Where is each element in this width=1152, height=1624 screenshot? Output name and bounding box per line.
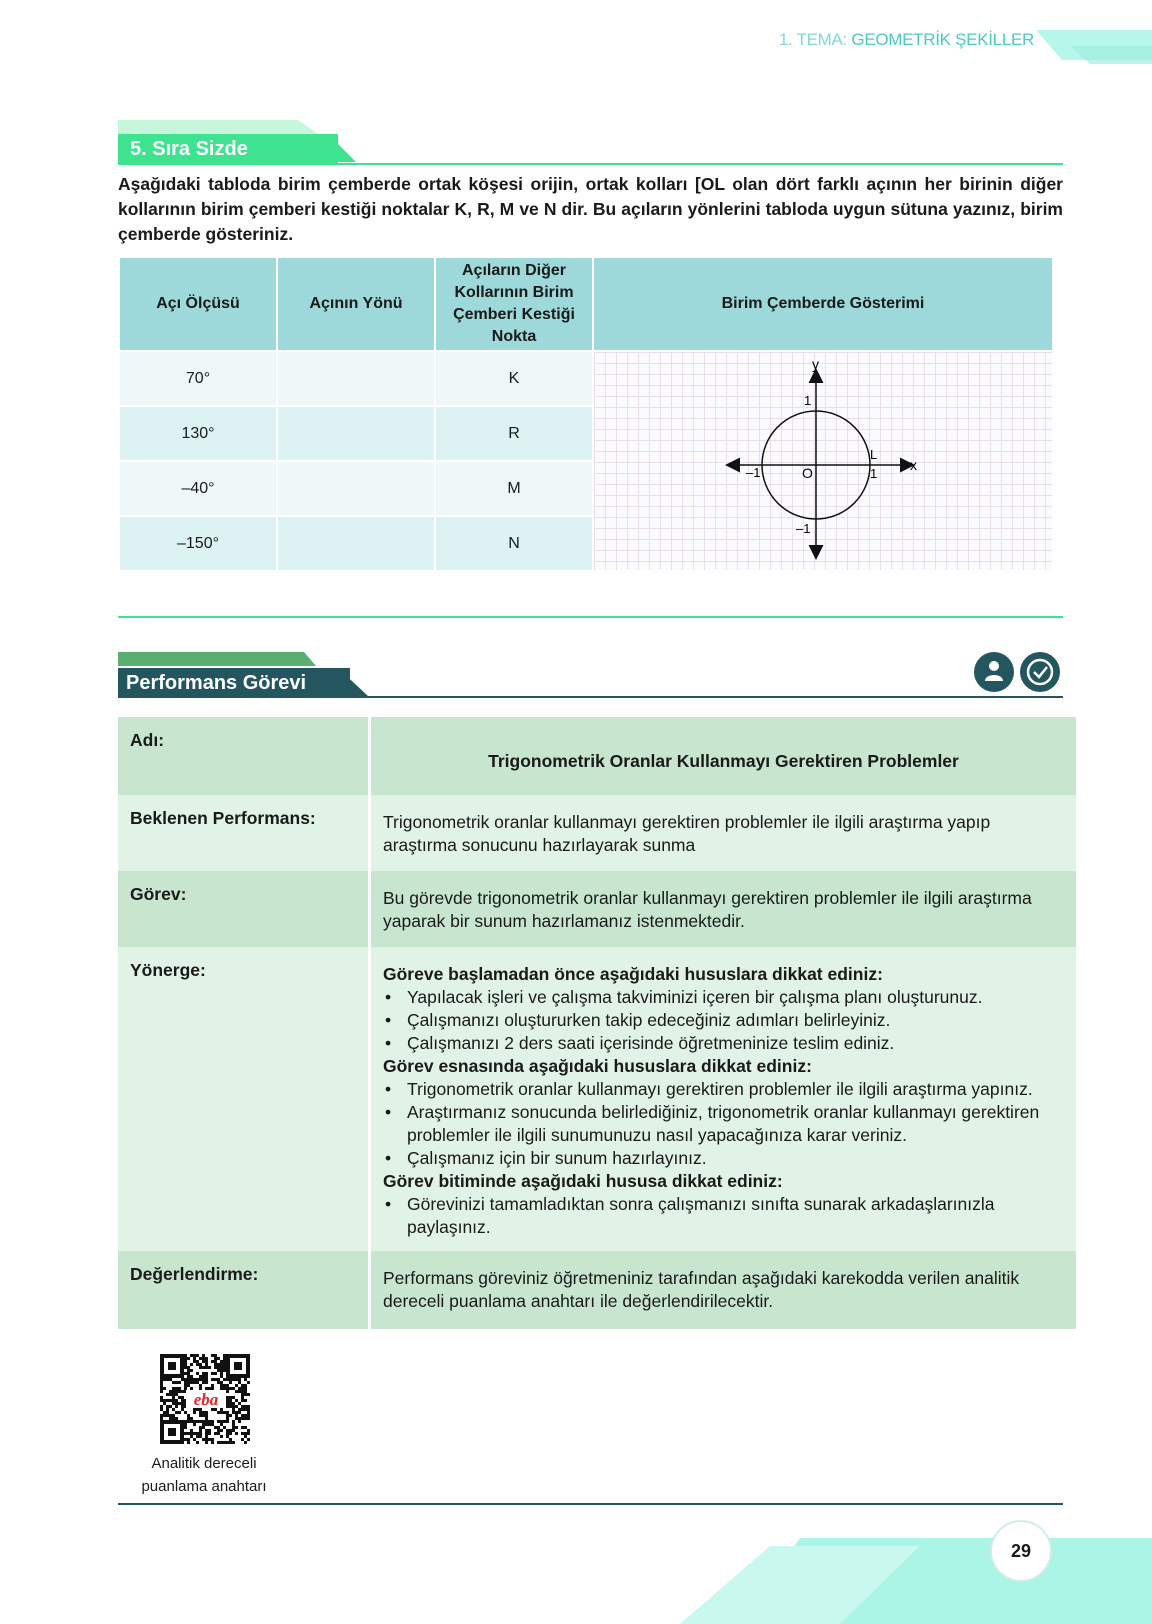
qr-code[interactable] xyxy=(160,1354,250,1444)
header-unit-circle: Birim Çemberde Gösterimi xyxy=(594,258,1052,350)
section-divider xyxy=(118,616,1063,618)
row-name xyxy=(118,717,1076,795)
y-axis-label: y xyxy=(812,357,819,372)
header-decoration xyxy=(1020,26,1152,64)
name-label: Adı: xyxy=(118,717,370,795)
qr-caption-line2: puanlama anahtarı xyxy=(141,1478,267,1495)
directive-content xyxy=(370,947,1077,1251)
clock-check-icon xyxy=(1020,652,1060,692)
theme-prefix: 1. TEMA: xyxy=(778,30,847,49)
table-row xyxy=(120,352,1052,405)
list-item: • Yapılacak işleri ve çalışma takviminizi içeren bir çalışma planı oluşturunuz. xyxy=(383,986,1064,1009)
list-item: • Çalışmanız için bir sunum hazırlayınız. xyxy=(383,1147,1064,1170)
directive-label: Yönerge: xyxy=(118,947,370,1251)
unit-circle-cell xyxy=(594,352,1052,570)
header-direction: Açının Yönü xyxy=(278,258,434,350)
directive-before-heading: Göreve başlamadan önce aşağıdaki hususlara dikkat ediniz: xyxy=(383,964,883,984)
theme-header xyxy=(779,30,1034,50)
qr-caption-line1: Analitik dereceli xyxy=(151,1455,257,1472)
bottom-divider xyxy=(118,1503,1063,1505)
row-directive xyxy=(118,947,1076,1251)
angle-value: 130° xyxy=(120,407,276,460)
list-item: • Trigonometrik oranlar kullanmayı gerektiren problemler ile ilgili araştırma yapınız. xyxy=(383,1078,1064,1101)
point-value: M xyxy=(436,462,592,515)
user-icon xyxy=(974,652,1014,692)
theme-name: GEOMETRİK ŞEKİLLER xyxy=(851,30,1034,49)
point-value: K xyxy=(436,352,592,405)
performance-title: Performans Görevi xyxy=(118,668,350,698)
list-item: • Araştırmanız sonucunda belirlediğiniz, trigonometrik oranlar kullanmayı gerektiren problemler ile ilgili sunumunuzu nasıl yapacağınıza karar veriniz. xyxy=(383,1101,1064,1147)
footer-decoration xyxy=(680,1538,1152,1624)
directive-during-heading: Görev esnasında aşağıdaki hususlara dikkat ediniz: xyxy=(383,1056,812,1076)
label-left: –1 xyxy=(746,465,761,480)
directive-after-heading: Görev bitiminde aşağıdaki hususa dikkat ediniz: xyxy=(383,1171,783,1191)
point-value: N xyxy=(436,517,592,570)
list-item: • Görevinizi tamamladıktan sonra çalışmanızı sınıfta sunarak arkadaşlarınızla paylaşınız. xyxy=(383,1193,1064,1239)
direction-cell[interactable] xyxy=(278,517,434,570)
page-number: 29 xyxy=(990,1520,1052,1582)
row-task xyxy=(118,871,1076,947)
performance-table xyxy=(118,717,1076,1329)
section-intro: Aşağıdaki tabloda birim çemberde ortak köşesi orijin, ortak kolları [OL olan dört farklı açının her birinin diğer kollarının birim çemberi kestiği noktalar K, R, M ve N dir. Bu açıların yönlerini tabloda uygun sütuna yazınız, birim çemberde gösteriniz. xyxy=(118,174,1063,244)
direction-cell[interactable] xyxy=(278,407,434,460)
angle-value: 70° xyxy=(120,352,276,405)
unit-circle-diagram xyxy=(594,357,1050,565)
header-angle: Açı Ölçüsü xyxy=(120,258,276,350)
task-name: Trigonometrik Oranlar Kullanmayı Gerektiren Problemler xyxy=(488,750,959,771)
evaluation-label: Değerlendirme: xyxy=(118,1251,370,1329)
list-item: • Çalışmanızı 2 ders saati içerisinde öğretmeninize teslim ediniz. xyxy=(383,1032,1064,1055)
expected-label: Beklenen Performans: xyxy=(118,795,370,871)
direction-cell[interactable] xyxy=(278,462,434,515)
task-label: Görev: xyxy=(118,871,370,947)
angle-value: –150° xyxy=(120,517,276,570)
row-expected xyxy=(118,795,1076,871)
origin-label: O xyxy=(802,465,813,481)
direction-cell[interactable] xyxy=(278,352,434,405)
expected-value: Trigonometrik oranlar kullanmayı gerektiren problemler ile ilgili araştırma yapıp araştırma sonucunu hazırlayarak sunma xyxy=(370,795,1077,871)
x-axis-label: x xyxy=(910,457,917,473)
header-point: Açıların Diğer Kollarının Birim Çemberi Kestiği Nokta xyxy=(436,258,592,350)
label-top: 1 xyxy=(804,393,812,408)
angle-table xyxy=(118,256,1054,572)
qr-caption xyxy=(138,1452,270,1498)
section-title: 5. Sıra Sizde xyxy=(118,134,338,164)
label-right: 1 xyxy=(870,466,878,481)
task-value: Bu görevde trigonometrik oranlar kullanmayı gerektiren problemler ile ilgili araştırma yaparak bir sunum hazırlamanız istenmektedir. xyxy=(370,871,1077,947)
label-bottom: –1 xyxy=(796,521,811,536)
evaluation-value: Performans göreviniz öğretmeniniz tarafından aşağıdaki karekodda verilen analitik dereceli puanlama anahtarı ile değerlendirilecektir. xyxy=(370,1251,1077,1329)
list-item: • Çalışmanızı oluştururken takip edeceğiniz adımları belirleyiniz. xyxy=(383,1009,1064,1032)
angle-value: –40° xyxy=(120,462,276,515)
row-evaluation xyxy=(118,1251,1076,1329)
point-value: R xyxy=(436,407,592,460)
eba-logo: eba xyxy=(193,1390,219,1409)
point-l-label: L xyxy=(870,447,878,462)
